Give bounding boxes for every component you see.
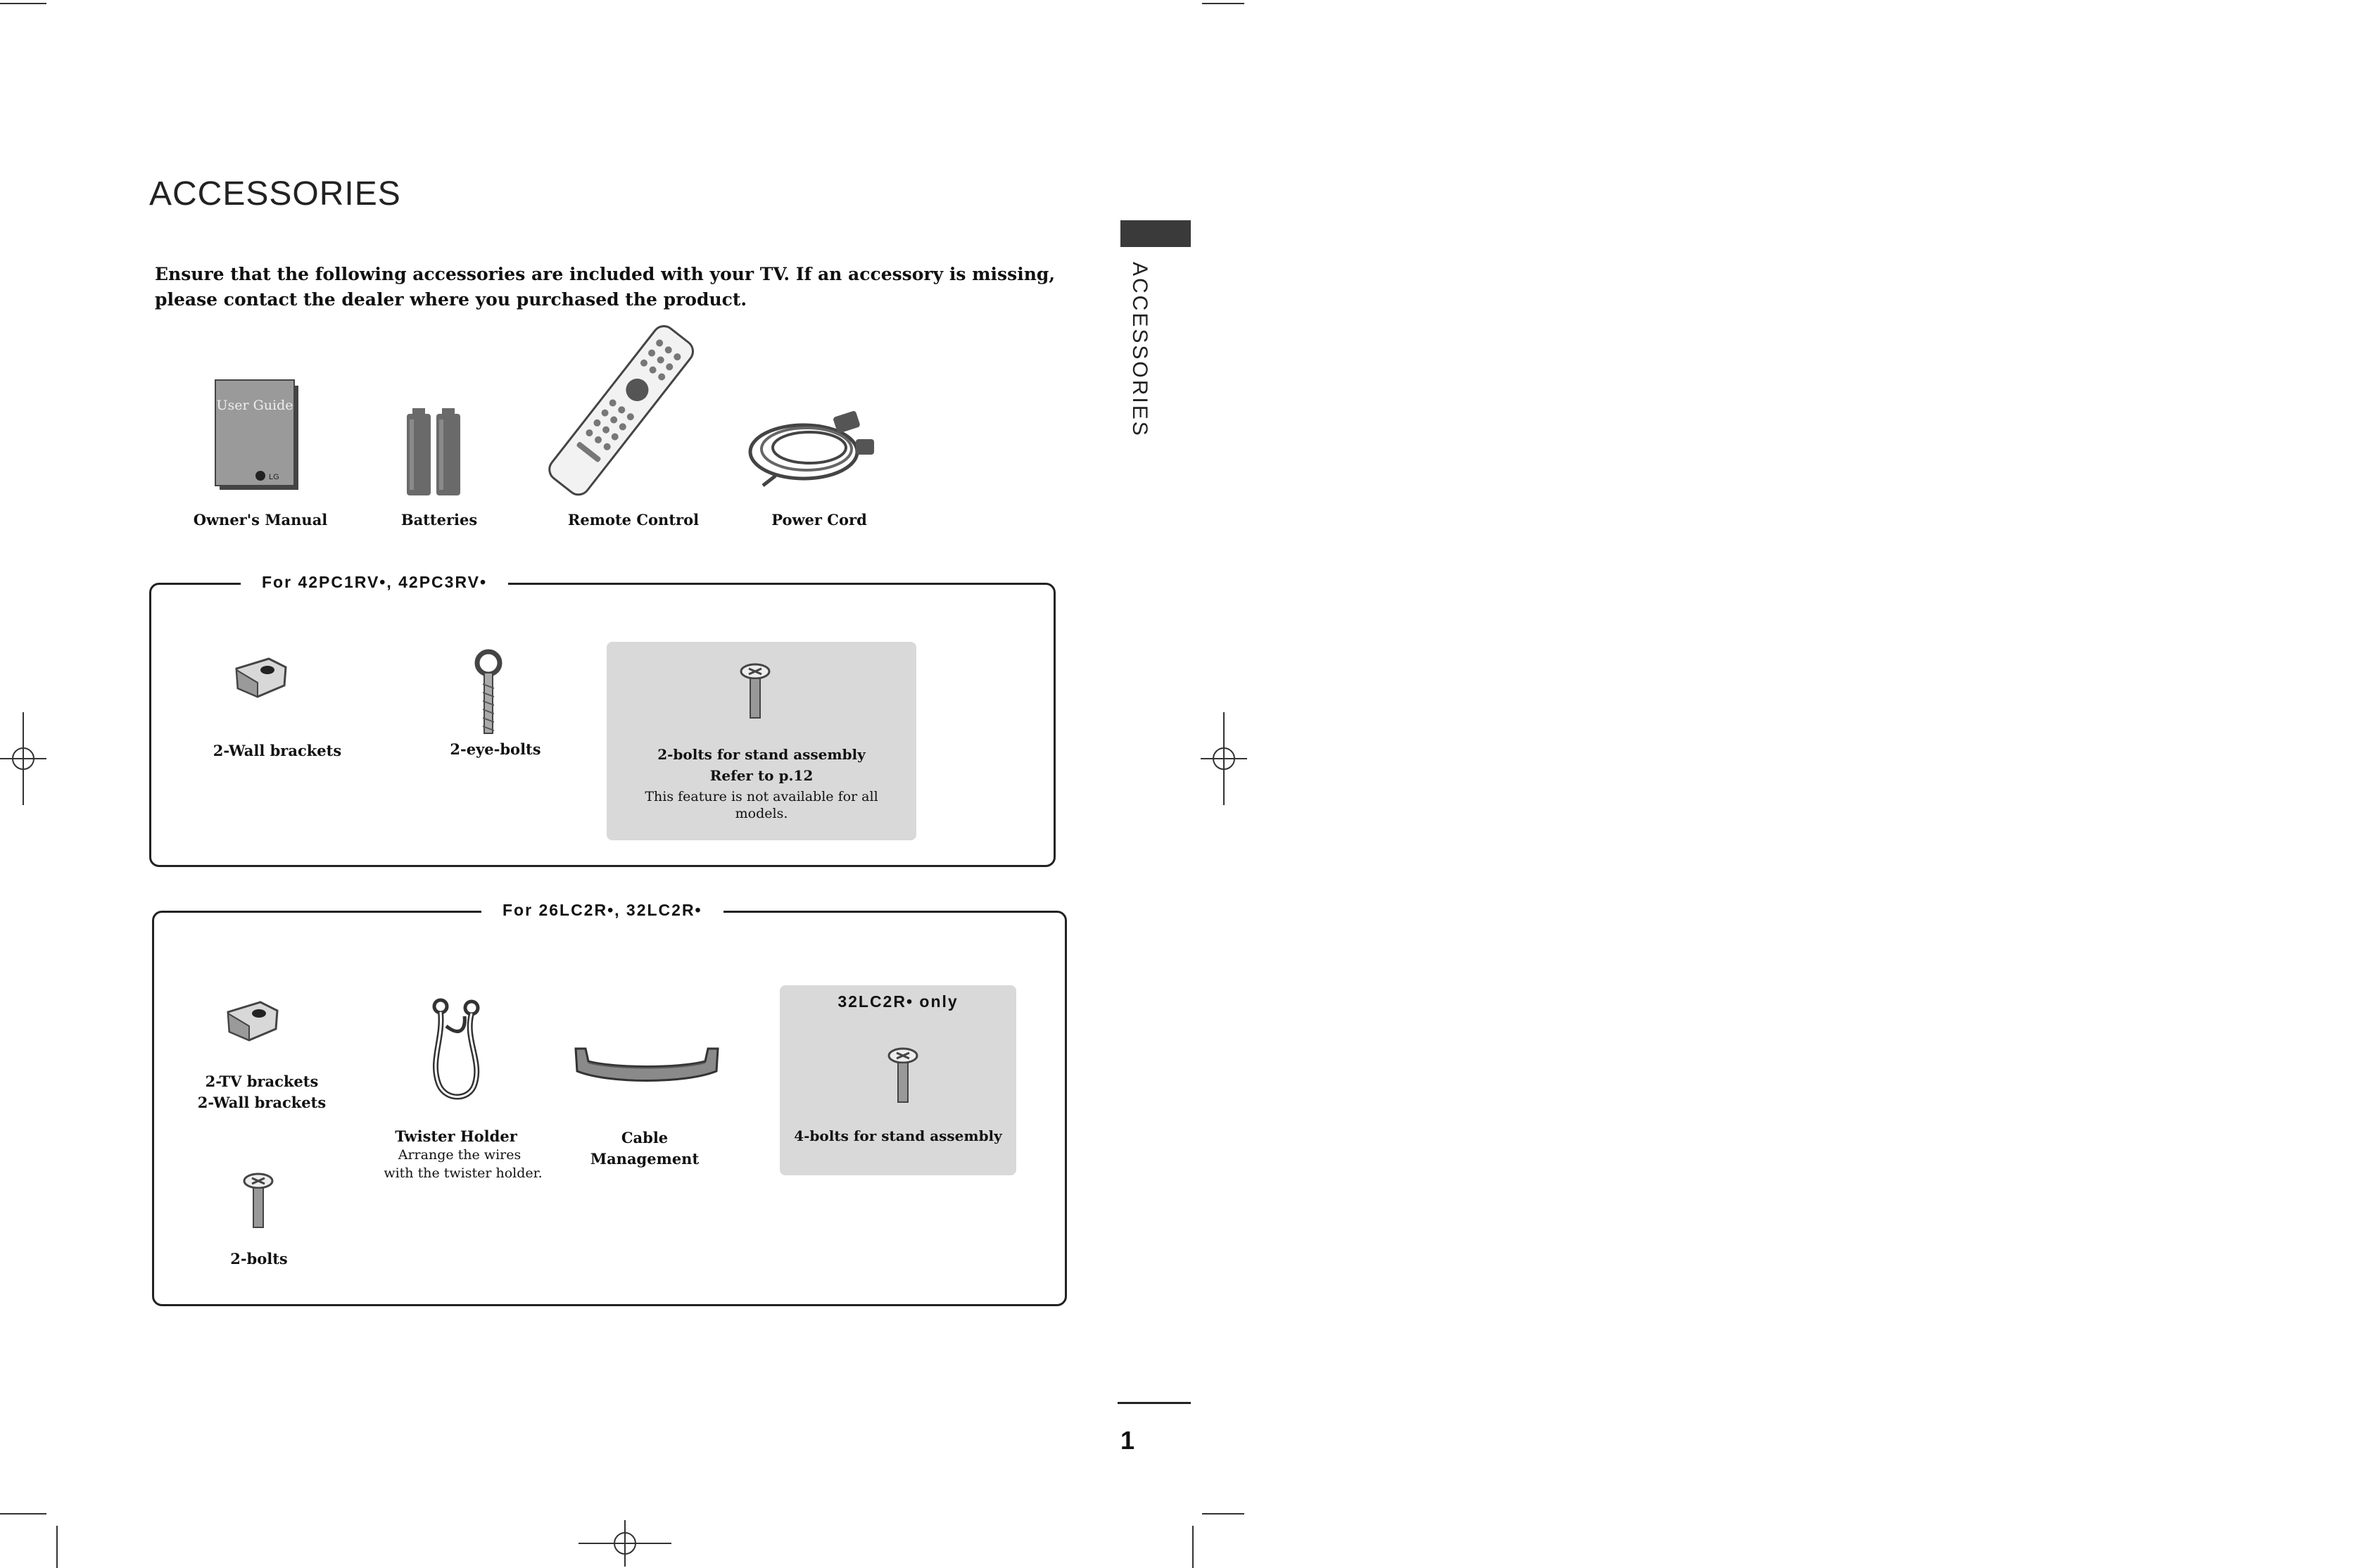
bolt-icon xyxy=(242,1172,274,1229)
power-cord-icon xyxy=(747,408,878,486)
manual-icon xyxy=(215,380,303,491)
crop-mark xyxy=(56,1526,58,1568)
crop-mark xyxy=(1202,1513,1244,1515)
batteries-icon xyxy=(407,408,463,497)
item-label: 2-Wall brackets xyxy=(197,1094,327,1111)
item-label: Power Cord xyxy=(771,511,867,529)
panel-label: 2-bolts for stand assembly xyxy=(657,746,866,763)
crop-mark xyxy=(1192,1526,1194,1568)
manual-cover-text: User Guide xyxy=(216,398,293,413)
item-label: Cable xyxy=(621,1129,669,1146)
model-section-pdp xyxy=(149,583,1056,867)
section-tab-label: ACCESSORIES xyxy=(1128,262,1151,438)
bolt-icon xyxy=(887,1047,919,1104)
cable-management-icon xyxy=(573,1044,721,1088)
panel-note: This feature is not available for all models. xyxy=(645,789,878,821)
item-label: 2-eye-bolts xyxy=(450,740,541,758)
twister-holder-icon xyxy=(425,998,488,1101)
item-label: 2-Wall brackets xyxy=(213,742,342,759)
crop-mark xyxy=(0,1513,46,1515)
item-sublabel: Arrange the wires xyxy=(398,1147,522,1163)
panel-label: 4-bolts for stand assembly xyxy=(794,1127,1002,1144)
item-label: 2-TV brackets xyxy=(205,1073,319,1090)
item-label: Twister Holder xyxy=(395,1127,517,1145)
registration-target-icon xyxy=(579,1520,671,1567)
registration-target-icon xyxy=(1201,712,1247,805)
section-title: For 42PC1RV•, 42PC3RV• xyxy=(241,573,508,592)
item-label: Batteries xyxy=(400,511,478,529)
item-label: Remote Control xyxy=(567,511,700,529)
crop-mark xyxy=(0,3,46,4)
tv-bracket-icon xyxy=(224,998,280,1044)
page-number: 1 xyxy=(1120,1426,1135,1455)
eye-bolt-icon xyxy=(472,649,505,736)
section-tab-marker xyxy=(1120,220,1191,247)
panel-reference: Refer to p.12 xyxy=(709,767,814,784)
page-title: ACCESSORIES xyxy=(149,175,401,213)
section-title: For 26LC2R•, 32LC2R• xyxy=(481,901,723,920)
intro-text: Ensure that the following accessories are included with your TV. If an accessory is missing, please contact the dealer where you purchased the product. xyxy=(155,264,1056,310)
crop-mark xyxy=(1202,3,1244,4)
item-sublabel: with the twister holder. xyxy=(384,1165,543,1181)
registration-target-icon xyxy=(0,712,46,805)
brand-logo-text: LG xyxy=(269,473,279,481)
item-label: Owner's Manual xyxy=(193,511,328,529)
item-label: 2-bolts xyxy=(230,1250,288,1267)
bolt-icon xyxy=(739,663,771,719)
page-rule xyxy=(1118,1402,1191,1404)
remote-control-icon xyxy=(542,324,704,500)
wall-bracket-icon xyxy=(232,655,289,701)
panel-title: 32LC2R• only xyxy=(837,992,959,1011)
item-label: Management xyxy=(590,1150,700,1168)
